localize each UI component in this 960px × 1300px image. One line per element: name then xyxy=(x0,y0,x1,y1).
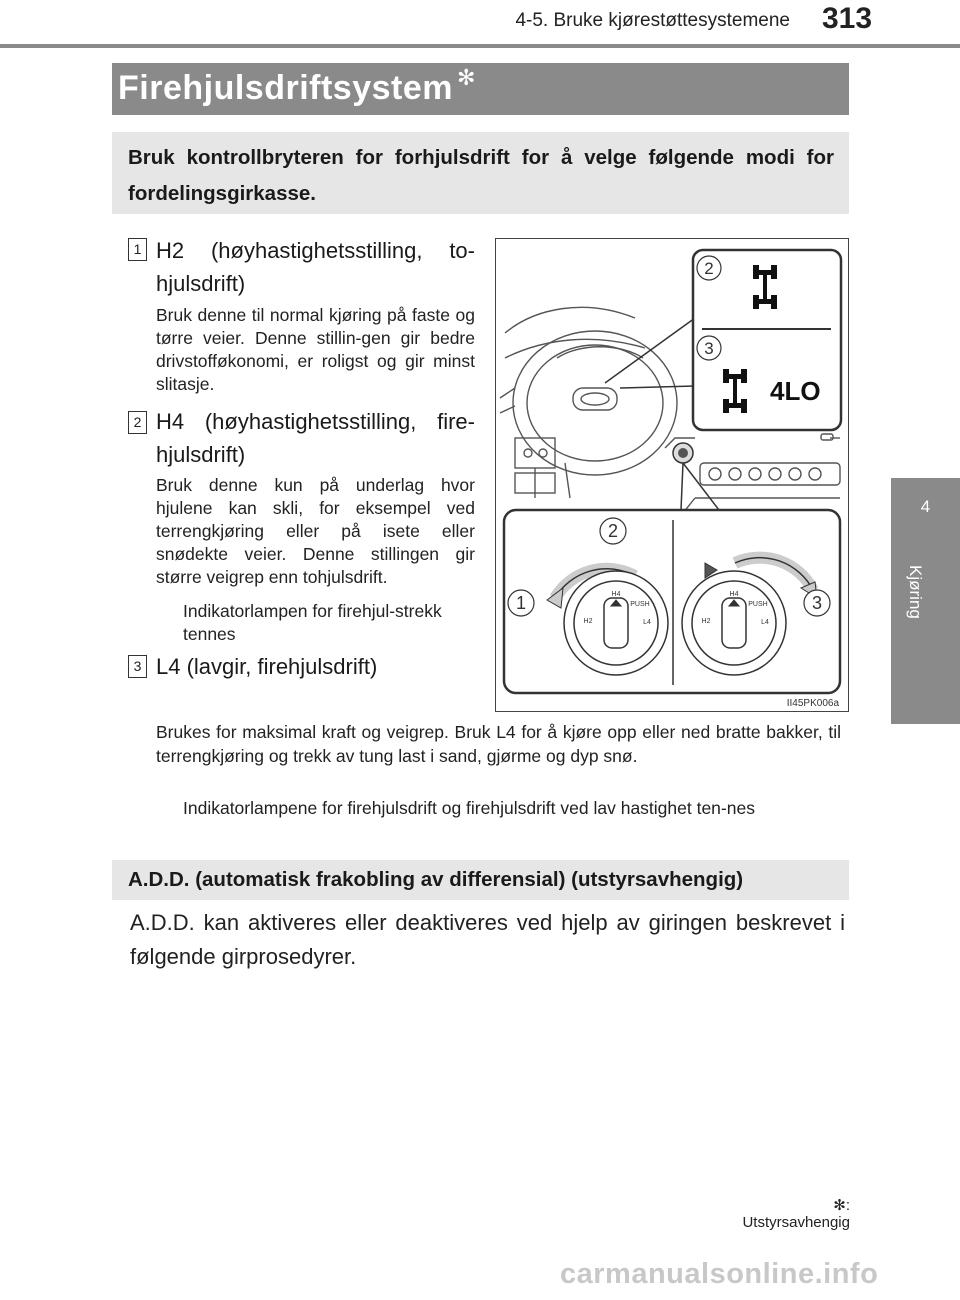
asterisk-icon: ✻ xyxy=(833,1197,846,1214)
chapter-number: 4 xyxy=(920,497,931,516)
running-header: 4-5. Bruke kjørestøttesystemene xyxy=(515,10,790,31)
svg-text:H4: H4 xyxy=(729,591,739,598)
4lo-indicator-label: 4LO xyxy=(770,376,821,406)
title-text: Firehjulsdriftsystem xyxy=(118,69,453,107)
callout-number: 3 xyxy=(811,593,823,613)
chapter-label: Kjøring xyxy=(906,565,925,619)
svg-text:H2: H2 xyxy=(583,618,593,625)
watermark: carmanualsonline.info xyxy=(560,1258,879,1290)
item-body-h2: Bruk denne til normal kjøring på faste og tørre veier. Denne stillin-gen gir bedre drivstofføkonomi, er roligst og gir minst slitasje. xyxy=(156,305,475,394)
svg-text:L4: L4 xyxy=(643,619,651,626)
item-number-2: 2 xyxy=(128,411,147,434)
svg-text:H2: H2 xyxy=(701,618,711,625)
footnote xyxy=(730,1196,850,1231)
item-heading-h4: H4 (høyhastighetsstilling, fire-hjulsdrift) xyxy=(156,409,475,467)
intro-text: Bruk kontrollbryteren for forhjulsdrift for å velge følgende modi for fordelingsgirkasse. xyxy=(128,146,834,205)
header-divider xyxy=(0,44,960,48)
page-title xyxy=(118,65,476,108)
svg-text:L4: L4 xyxy=(761,619,769,626)
callout-number: 1 xyxy=(515,593,527,613)
section-heading: A.D.D. (automatisk frakobling av differensial) (utstyrsavhengig) xyxy=(128,868,744,891)
item-body-h4: Bruk denne kun på underlag hvor hjulene kan skli, for eksempel ved terrengkjøring eller på isete eller snødekte veier. Denne stillingen gir større veigrep enn tohjulsdrift. xyxy=(156,475,475,587)
footnote-text: : Utstyrsavhengig xyxy=(742,1197,850,1231)
item-heading-h2: H2 (høyhastighetsstilling, to-hjulsdrift) xyxy=(156,238,475,296)
callout-number: 3 xyxy=(704,339,714,358)
item-number-3: 3 xyxy=(128,655,147,678)
item-body-l4: Brukes for maksimal kraft og veigrep. Bruk L4 for å kjøre opp eller ned bratte bakker, til terrengkjøring og trekk av tung last i sand, gjørme og dyp snø. xyxy=(156,722,841,766)
callout-number: 2 xyxy=(607,521,619,541)
item-heading-l4: L4 (lavgir, firehjulsdrift) xyxy=(156,654,378,679)
svg-text:H4: H4 xyxy=(611,591,621,598)
svg-text:PUSH: PUSH xyxy=(630,601,650,608)
svg-text:PUSH: PUSH xyxy=(748,601,768,608)
asterisk-icon: ✻ xyxy=(456,65,476,90)
item-note-h4: Indikatorlampen for firehjul-strekk tennes xyxy=(183,601,442,644)
page-number: 313 xyxy=(822,2,873,35)
item-note-l4: Indikatorlampene for firehjulsdrift og firehjulsdrift ved lav hastighet ten-nes xyxy=(183,798,755,818)
figure-code: II45PK006a xyxy=(786,698,839,709)
section-body: A.D.D. kan aktiveres eller deaktiveres ved hjelp av giringen beskrevet i følgende girprosedyrer. xyxy=(130,910,845,969)
item-number-1: 1 xyxy=(128,238,147,261)
transfer-switch-illustration xyxy=(495,238,849,712)
callout-number: 2 xyxy=(704,259,714,278)
